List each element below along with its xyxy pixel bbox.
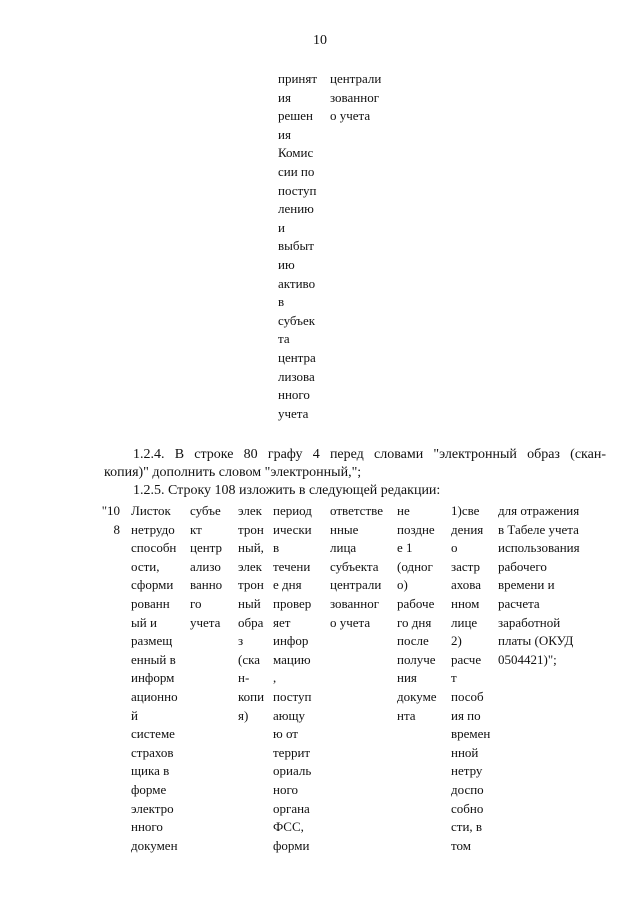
cell-line: застр xyxy=(451,558,481,574)
cell-line: расчета xyxy=(498,595,540,611)
cell-line: принят xyxy=(278,71,318,86)
cell-line: докумен xyxy=(131,837,178,853)
cell-line: рабочего xyxy=(498,558,547,574)
cell-line: зованног xyxy=(330,89,380,105)
cell-line: мацию xyxy=(273,651,311,667)
cell-line: 0504421)"; xyxy=(498,651,557,667)
cell-line: заработной xyxy=(498,614,561,630)
cell-line: о) xyxy=(397,577,408,593)
cell-line: докуме xyxy=(397,688,437,704)
cell-line: пособ xyxy=(451,688,484,704)
cell-line: форми xyxy=(273,837,310,853)
cell-line: н- xyxy=(238,670,250,686)
cell-line: активо xyxy=(278,275,316,291)
cell-line: органа xyxy=(273,800,310,816)
cell-line: в xyxy=(273,540,280,556)
cell-line: ый и xyxy=(131,614,157,630)
cell-line: времени и xyxy=(498,577,555,593)
cell-line: ного xyxy=(273,781,298,797)
cell-line: ости, xyxy=(131,558,160,574)
cell-line: т xyxy=(451,670,457,686)
cell-line: рабоче xyxy=(397,595,435,611)
cell-line: собно xyxy=(451,800,484,816)
cell-line: не xyxy=(397,503,410,518)
cell-line: централи xyxy=(330,577,382,593)
cell-line: ный xyxy=(238,595,261,611)
cell-line: ия по xyxy=(451,707,481,723)
cell-line: учета xyxy=(190,614,221,630)
cell-line: платы (ОКУД xyxy=(498,633,574,649)
cell-line: течени xyxy=(273,558,311,574)
cell-line: яет xyxy=(273,614,291,630)
cell-line: субъе xyxy=(190,503,221,518)
cell-line: 8 xyxy=(113,521,120,537)
cell-line: го дня xyxy=(397,614,432,630)
cell-line: ализо xyxy=(190,558,221,574)
cell-line: том xyxy=(451,837,471,853)
cell-line: лице xyxy=(451,614,478,630)
cell-line: обра xyxy=(238,614,264,630)
cell-line: та xyxy=(278,331,290,347)
cell-line: период xyxy=(273,503,312,518)
cell-line: ически xyxy=(273,521,312,537)
cell-line: ванно xyxy=(190,577,223,593)
row108-responsible xyxy=(330,502,383,632)
cell-line: нном xyxy=(451,595,480,611)
row108-action xyxy=(273,502,312,855)
paragraph-1-2-4-line-2: копия)" дополнить словом "электронный,"; xyxy=(104,465,362,480)
cell-line: Листок xyxy=(131,503,171,518)
row108-performer xyxy=(190,502,222,632)
cell-line: нной xyxy=(451,744,479,760)
cell-line: системе xyxy=(131,726,175,742)
cell-line: получе xyxy=(397,651,436,667)
cell-line: трон xyxy=(238,577,264,593)
cell-line: "10 xyxy=(101,503,120,518)
page-number: 10 xyxy=(313,33,327,48)
cell-line: сформи xyxy=(131,577,174,593)
cell-line: кт xyxy=(190,521,202,537)
cell-line: способн xyxy=(131,540,177,556)
row108-format xyxy=(238,502,264,725)
cell-line: нта xyxy=(397,707,416,723)
cell-line: лица xyxy=(330,540,357,556)
cell-line: нетру xyxy=(451,763,483,779)
cell-line: ающу xyxy=(273,707,305,723)
cell-line: выбыт xyxy=(278,238,314,254)
cell-line: в Табеле учета xyxy=(498,521,579,537)
cell-line: доспо xyxy=(451,781,484,797)
cell-line: дения xyxy=(451,521,484,537)
cell-line: нные xyxy=(330,521,359,537)
cell-line: сти, в xyxy=(451,819,483,835)
cell-line: информ xyxy=(131,670,175,686)
row108-info xyxy=(451,502,490,855)
cell-line: рованн xyxy=(131,595,170,611)
cell-line: инфор xyxy=(273,633,309,649)
cell-line: Комис xyxy=(278,145,314,161)
cell-line: 1)све xyxy=(451,503,480,518)
cell-line: поздне xyxy=(397,521,435,537)
cell-line: о учета xyxy=(330,108,371,124)
cell-line: и xyxy=(278,219,285,235)
cell-line: страхов xyxy=(131,744,174,760)
cell-line: й xyxy=(131,707,138,723)
cell-line: (ска xyxy=(238,651,260,667)
cell-line: лению xyxy=(278,201,314,217)
cell-line: е дня xyxy=(273,577,302,593)
cell-line: центр xyxy=(190,540,223,556)
row108-document-name xyxy=(131,502,187,855)
cell-line: субъек xyxy=(278,312,316,328)
cell-line: лизова xyxy=(278,368,315,384)
cell-line: копи xyxy=(238,688,265,704)
cell-line: элек xyxy=(238,558,262,574)
cell-line: ориаль xyxy=(273,763,312,779)
cell-line: в xyxy=(278,294,285,310)
cell-line: з xyxy=(238,633,244,649)
cell-line: ахова xyxy=(451,577,482,593)
cell-line: трон xyxy=(238,521,264,537)
cell-line: го xyxy=(190,595,202,611)
cell-line: ю от xyxy=(273,726,298,742)
cell-line: ФСС, xyxy=(273,819,304,835)
cell-line: элек xyxy=(238,503,262,518)
cell-line: электро xyxy=(131,800,174,816)
cell-line: ию xyxy=(278,256,295,272)
cell-line: ационно xyxy=(131,688,178,704)
cell-line: решен xyxy=(278,108,314,124)
cell-line: ия xyxy=(278,126,291,142)
cell-line: учета xyxy=(278,405,309,421)
cell-line: щика в xyxy=(131,763,170,779)
cell-line: о учета xyxy=(330,614,371,630)
cell-line: нетрудо xyxy=(131,521,175,537)
cell-line: о xyxy=(451,540,458,556)
cell-line: централи xyxy=(330,71,382,86)
top-fragment-column-b xyxy=(330,70,381,126)
row108-number xyxy=(100,502,120,539)
cell-line: ответстве xyxy=(330,503,383,518)
cell-line: ия xyxy=(278,89,291,105)
cell-line: расче xyxy=(451,651,482,667)
cell-line: центра xyxy=(278,349,316,365)
row108-deadline xyxy=(397,502,437,725)
cell-line: е 1 xyxy=(397,540,413,556)
paragraph-1-2-4-line-1: 1.2.4. В строке 80 графу 4 перед словами "электронный образ (скан- xyxy=(133,447,606,462)
cell-line: зованног xyxy=(330,595,380,611)
cell-line: нного xyxy=(278,387,310,403)
top-fragment-column-a xyxy=(278,70,317,423)
cell-line: ный, xyxy=(238,540,264,556)
cell-line: после xyxy=(397,633,429,649)
cell-line: субъекта xyxy=(330,558,379,574)
cell-line: , xyxy=(273,670,277,686)
cell-line: 2) xyxy=(451,633,462,649)
cell-line: сии по xyxy=(278,163,315,179)
cell-line: использования xyxy=(498,540,580,556)
cell-line: времен xyxy=(451,726,491,742)
row108-purpose xyxy=(498,502,580,669)
cell-line: енный в xyxy=(131,651,176,667)
cell-line: провер xyxy=(273,595,312,611)
cell-line: поступ xyxy=(278,182,317,198)
cell-line: для отражения xyxy=(498,503,580,518)
cell-line: террит xyxy=(273,744,311,760)
paragraph-1-2-5: 1.2.5. Строку 108 изложить в следующей редакции: xyxy=(133,483,441,498)
cell-line: поступ xyxy=(273,688,312,704)
cell-line: я) xyxy=(238,707,249,723)
cell-line: размещ xyxy=(131,633,173,649)
cell-line: нного xyxy=(131,819,163,835)
cell-line: (одног xyxy=(397,558,433,574)
cell-line: форме xyxy=(131,781,167,797)
cell-line: ния xyxy=(397,670,417,686)
